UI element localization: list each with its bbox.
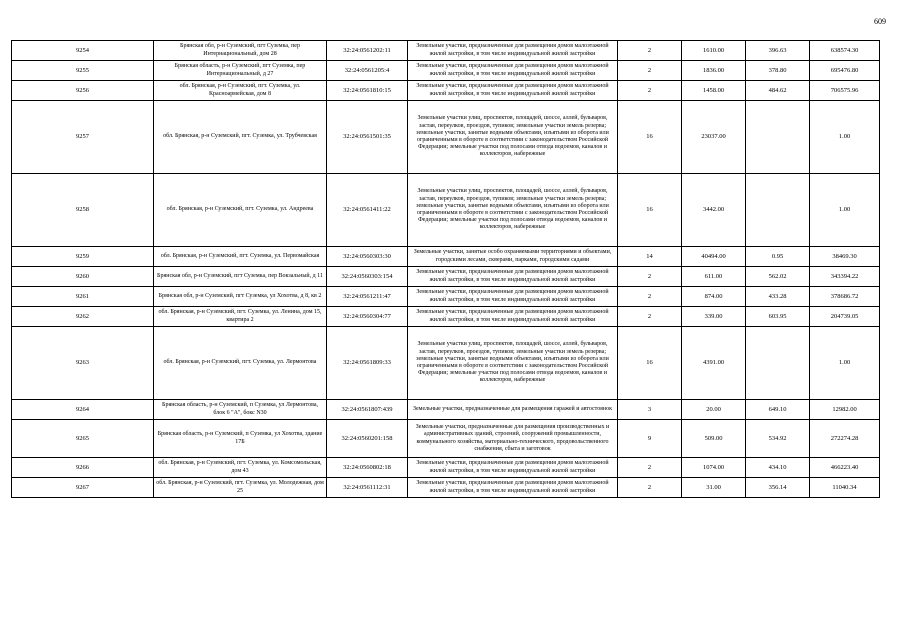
specific-value-cell: 434.10 <box>746 458 810 478</box>
specific-value-cell: 484.62 <box>746 81 810 101</box>
row-number: 9256 <box>12 81 154 101</box>
cadastral-number-cell: 32:24:0561807:439 <box>327 400 408 420</box>
specific-value-cell: 396.63 <box>746 41 810 61</box>
row-number: 9259 <box>12 247 154 267</box>
cadastral-value-cell: 1.00 <box>810 174 880 247</box>
cadastral-value-cell: 11040.34 <box>810 478 880 498</box>
address-cell: обл. Брянская, р-н Суземский, пгт. Суземка, ул. Первомайская <box>154 247 327 267</box>
cadastral-value-cell: 638574.30 <box>810 41 880 61</box>
area-cell: 1610.00 <box>682 41 746 61</box>
row-number: 9260 <box>12 267 154 287</box>
category-code-cell: 2 <box>618 307 682 327</box>
category-code-cell: 2 <box>618 478 682 498</box>
specific-value-cell: 649.10 <box>746 400 810 420</box>
category-code-cell: 2 <box>618 458 682 478</box>
specific-value-cell: 433.28 <box>746 287 810 307</box>
row-number: 9266 <box>12 458 154 478</box>
cadastral-value-cell: 38469.30 <box>810 247 880 267</box>
land-category-cell: Земельные участки, предназначенные для размещения домов малоэтажной жилой застройки, в том числе индивидуальной жилой застройки <box>408 267 618 287</box>
cadastral-number-cell: 32:24:0560201:158 <box>327 420 408 458</box>
table-row <box>12 478 880 498</box>
specific-value-cell <box>746 174 810 247</box>
cadastral-number-cell: 32:24:0561809:33 <box>327 327 408 400</box>
cadastral-value-cell: 272274.28 <box>810 420 880 458</box>
cadastral-number-cell: 32:24:0561501:35 <box>327 101 408 174</box>
address-cell: Брянская обл, р-н Суземский, пгт Суземка, пер Интернациональный, дом 28 <box>154 41 327 61</box>
land-category-cell: Земельные участки, предназначенные для размещения домов малоэтажной жилой застройки, в том числе индивидуальной жилой застройки <box>408 61 618 81</box>
row-number: 9258 <box>12 174 154 247</box>
area-cell: 20.00 <box>682 400 746 420</box>
category-code-cell: 2 <box>618 267 682 287</box>
address-cell: Брянская область, р-н Суземский, пгт Суземка, пер Интернациональный, д 27 <box>154 61 327 81</box>
table-row <box>12 267 880 287</box>
cadastral-value-cell: 378686.72 <box>810 287 880 307</box>
address-cell: обл. Брянская, р-н Суземский, пгт. Суземка, ул. Андреева <box>154 174 327 247</box>
table-row <box>12 174 880 247</box>
cadastral-value-cell: 695476.80 <box>810 61 880 81</box>
specific-value-cell: 356.14 <box>746 478 810 498</box>
specific-value-cell: 603.95 <box>746 307 810 327</box>
table-row <box>12 81 880 101</box>
cadastral-number-cell: 32:24:0561202:11 <box>327 41 408 61</box>
category-code-cell: 2 <box>618 287 682 307</box>
row-number: 9262 <box>12 307 154 327</box>
cadastral-number-cell: 32:24:0561810:15 <box>327 81 408 101</box>
land-category-cell: Земельные участки, предназначенные для размещения производственных и административных зданий, строений, сооружений промышленности, коммунального хозяйства, материально-технического, продовольственного снабжения, сбыта и заготовок <box>408 420 618 458</box>
category-code-cell: 9 <box>618 420 682 458</box>
address-cell: обл. Брянская, р-н Суземский, пгт. Суземка, ул. Молодежная, дом 25 <box>154 478 327 498</box>
area-cell: 31.00 <box>682 478 746 498</box>
land-category-cell: Земельные участки улиц, проспектов, площадей, шоссе, аллей, бульваров, застав, переулков, проездов, тупиков; земельные участки земель резерва; земельные участки, занятые водными объектами, изъятыми из оборота или ограниченными в обороте в соответствии с законодательством Российской Федерации; земельные участки под полосами отвода водоемов, каналов и коллекторов, набережные <box>408 327 618 400</box>
row-number: 9254 <box>12 41 154 61</box>
address-cell: обл. Брянская, р-н Суземский, пгт. Суземка, ул. Ленина, дом 15, квартира 2 <box>154 307 327 327</box>
address-cell: обл. Брянская, р-н Суземский, пгт. Суземка, ул. Трубчевская <box>154 101 327 174</box>
cadastral-value-cell: 466223.40 <box>810 458 880 478</box>
specific-value-cell: 534.92 <box>746 420 810 458</box>
row-number: 9261 <box>12 287 154 307</box>
row-number: 9255 <box>12 61 154 81</box>
area-cell: 1458.00 <box>682 81 746 101</box>
cadastral-number-cell: 32:24:0561112:31 <box>327 478 408 498</box>
table-row <box>12 247 880 267</box>
cadastral-number-cell: 32:24:0560802:18 <box>327 458 408 478</box>
specific-value-cell <box>746 101 810 174</box>
area-cell: 874.00 <box>682 287 746 307</box>
address-cell: Брянская область, р-н Суземский, п Суземка, ул Лермонтова, блок 6 "А", бокс N30 <box>154 400 327 420</box>
specific-value-cell: 562.02 <box>746 267 810 287</box>
area-cell: 339.00 <box>682 307 746 327</box>
area-cell: 1836.00 <box>682 61 746 81</box>
cadastral-number-cell: 32:24:0560303:30 <box>327 247 408 267</box>
table-body <box>12 41 880 498</box>
row-number: 9263 <box>12 327 154 400</box>
category-code-cell: 14 <box>618 247 682 267</box>
row-number: 9267 <box>12 478 154 498</box>
area-cell: 3442.00 <box>682 174 746 247</box>
area-cell: 4391.00 <box>682 327 746 400</box>
area-cell: 509.00 <box>682 420 746 458</box>
specific-value-cell <box>746 327 810 400</box>
category-code-cell: 16 <box>618 101 682 174</box>
cadastral-number-cell: 32:24:0560304:77 <box>327 307 408 327</box>
address-cell: Брянская обл, р-н Суземский, пгт Суземка, пер Вокзальный, д 11 <box>154 267 327 287</box>
land-category-cell: Земельные участки, предназначенные для размещения домов малоэтажной жилой застройки, в том числе индивидуальной жилой застройки <box>408 41 618 61</box>
table-row <box>12 307 880 327</box>
cadastral-number-cell: 32:24:0561211:47 <box>327 287 408 307</box>
row-number: 9257 <box>12 101 154 174</box>
land-category-cell: Земельные участки, предназначенные для размещения домов малоэтажной жилой застройки, в том числе индивидуальной жилой застройки <box>408 458 618 478</box>
table-row <box>12 61 880 81</box>
category-code-cell: 2 <box>618 41 682 61</box>
area-cell: 611.00 <box>682 267 746 287</box>
cadastral-value-cell: 12982.00 <box>810 400 880 420</box>
cadastral-value-table <box>11 40 880 498</box>
land-category-cell: Земельные участки, предназначенные для размещения домов малоэтажной жилой застройки, в том числе индивидуальной жилой застройки <box>408 81 618 101</box>
address-cell: обл. Брянская, р-н Суземский, пгт. Суземка, ул. Комсомольская, дом 43 <box>154 458 327 478</box>
page-number: 609 <box>874 17 886 26</box>
address-cell: Брянская обл, р-н Суземский, пгт Суземка, ул Хохотва, д 8, кв 2 <box>154 287 327 307</box>
table-row <box>12 41 880 61</box>
category-code-cell: 16 <box>618 174 682 247</box>
area-cell: 1074.00 <box>682 458 746 478</box>
area-cell: 23037.00 <box>682 101 746 174</box>
category-code-cell: 16 <box>618 327 682 400</box>
cadastral-value-cell: 343394.22 <box>810 267 880 287</box>
address-cell: обл. Брянская, р-н Суземский, пгт. Суземка, ул. Красноармейская, дом 8 <box>154 81 327 101</box>
address-cell: Брянская область, р-н Суземский, п Суземка, ул Хохотва, здание 17Б <box>154 420 327 458</box>
land-category-cell: Земельные участки, занятые особо охраняемыми территориями и объектами, городскими лесами, скверами, парками, городскими садами <box>408 247 618 267</box>
cadastral-value-cell: 1.00 <box>810 327 880 400</box>
cadastral-number-cell: 32:24:0561411:22 <box>327 174 408 247</box>
table-row <box>12 420 880 458</box>
land-category-cell: Земельные участки улиц, проспектов, площадей, шоссе, аллей, бульваров, застав, переулков, проездов, тупиков; земельные участки земель резерва; земельные участки, занятые водными объектами, изъятыми из оборота или ограниченными в обороте в соответствии с законодательством Российской Федерации; земельные участки под полосами отвода водоемов, каналов и коллекторов, набережные <box>408 174 618 247</box>
category-code-cell: 3 <box>618 400 682 420</box>
table-row <box>12 458 880 478</box>
land-category-cell: Земельные участки улиц, проспектов, площадей, шоссе, аллей, бульваров, застав, переулков, проездов, тупиков; земельные участки земель резерва; земельные участки, занятые водными объектами, изъятыми из оборота или ограниченными в обороте в соответствии с законодательством Российской Федерации; земельные участки под полосами отвода водоемов, каналов и коллекторов, набережные <box>408 101 618 174</box>
row-number: 9265 <box>12 420 154 458</box>
category-code-cell: 2 <box>618 61 682 81</box>
cadastral-value-cell: 706575.96 <box>810 81 880 101</box>
address-cell: обл. Брянская, р-н Суземский, пгт. Суземка, ул. Лермонтова <box>154 327 327 400</box>
cadastral-number-cell: 32:24:0560303:154 <box>327 267 408 287</box>
land-category-cell: Земельные участки, предназначенные для размещения гаражей и автостоянок <box>408 400 618 420</box>
table-row <box>12 101 880 174</box>
table-row <box>12 400 880 420</box>
cadastral-value-cell: 204739.05 <box>810 307 880 327</box>
land-category-cell: Земельные участки, предназначенные для размещения домов малоэтажной жилой застройки, в том числе индивидуальной жилой застройки <box>408 307 618 327</box>
table-row <box>12 287 880 307</box>
category-code-cell: 2 <box>618 81 682 101</box>
row-number: 9264 <box>12 400 154 420</box>
specific-value-cell: 0.95 <box>746 247 810 267</box>
cadastral-value-cell: 1.00 <box>810 101 880 174</box>
cadastral-number-cell: 32:24:0561205:4 <box>327 61 408 81</box>
land-category-cell: Земельные участки, предназначенные для размещения домов малоэтажной жилой застройки, в том числе индивидуальной жилой застройки <box>408 287 618 307</box>
specific-value-cell: 378.80 <box>746 61 810 81</box>
land-category-cell: Земельные участки, предназначенные для размещения домов малоэтажной жилой застройки, в том числе индивидуальной жилой застройки <box>408 478 618 498</box>
table-row <box>12 327 880 400</box>
area-cell: 40494.00 <box>682 247 746 267</box>
